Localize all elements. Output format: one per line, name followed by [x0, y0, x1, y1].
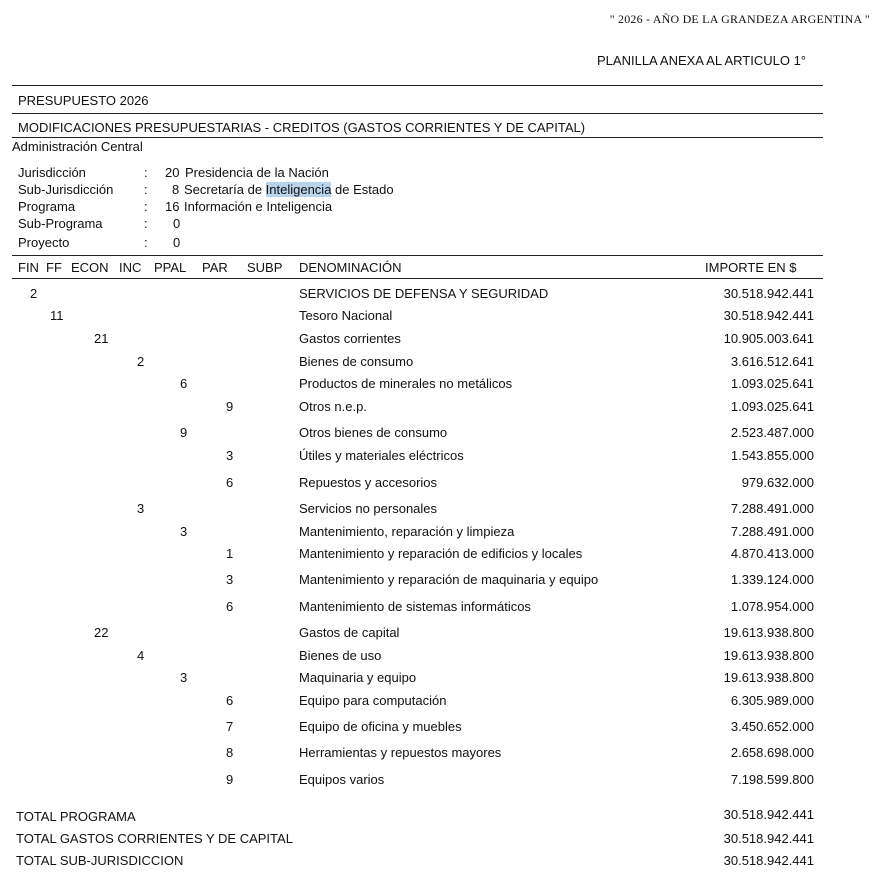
row-code: 22: [94, 625, 109, 640]
row-amount: 2.658.698.000: [730, 745, 814, 760]
info-value: Presidencia de la Nación: [185, 165, 329, 180]
info-code: 20: [165, 165, 180, 180]
divider: [12, 255, 823, 256]
motto-text: " 2026 - AÑO DE LA GRANDEZA ARGENTINA ": [609, 12, 870, 26]
row-code: 3: [226, 448, 234, 463]
row-denomination: Equipos varios: [299, 772, 385, 787]
info-separator: :: [144, 165, 148, 180]
info-separator: :: [144, 199, 148, 214]
row-code: 4: [137, 648, 145, 663]
info-code: 16: [165, 199, 180, 214]
info-code: 0: [173, 235, 181, 250]
row-amount: 19.613.938.800: [723, 625, 814, 640]
highlighted-text: Inteligencia: [265, 182, 332, 197]
row-denomination: SERVICIOS DE DEFENSA Y SEGURIDAD: [299, 286, 549, 301]
column-header-inc: INC: [119, 260, 142, 275]
column-header-subp: SUBP: [247, 260, 283, 275]
row-amount: 979.632.000: [741, 475, 814, 490]
column-header-importe: IMPORTE EN $: [705, 260, 797, 275]
info-code: 8: [172, 182, 180, 197]
row-amount: 7.198.599.800: [730, 772, 814, 787]
row-code: 8: [226, 745, 234, 760]
row-amount: 1.339.124.000: [730, 572, 814, 587]
row-code: 6: [226, 475, 234, 490]
info-label: Sub-Jurisdicción: [18, 182, 114, 197]
row-amount: 1.093.025.641: [730, 399, 814, 414]
row-code: 9: [180, 425, 188, 440]
row-denomination: Otros n.e.p.: [299, 399, 367, 414]
row-denomination: Útiles y materiales eléctricos: [299, 448, 464, 463]
divider: [12, 85, 823, 86]
row-denomination: Servicios no personales: [299, 501, 438, 516]
info-separator: :: [144, 182, 148, 197]
row-amount: 4.870.413.000: [730, 546, 814, 561]
info-value: Información e Inteligencia: [184, 199, 333, 214]
row-denomination: Bienes de consumo: [299, 354, 414, 369]
row-denomination: Tesoro Nacional: [299, 308, 393, 323]
row-code: 3: [180, 524, 188, 539]
total-label: TOTAL SUB-JURISDICCION: [16, 853, 184, 868]
row-denomination: Mantenimiento y reparación de maquinaria y equipo: [299, 572, 599, 587]
total-label: TOTAL PROGRAMA: [16, 809, 136, 824]
divider: [12, 113, 823, 114]
row-amount: 7.288.491.000: [730, 501, 814, 516]
row-denomination: Mantenimiento y reparación de edificios y locales: [299, 546, 583, 561]
info-separator: :: [144, 216, 148, 231]
row-amount: 1.543.855.000: [730, 448, 814, 463]
row-denomination: Equipo para computación: [299, 693, 447, 708]
row-code: 7: [226, 719, 234, 734]
info-label: Jurisdicción: [18, 165, 86, 180]
row-code: 9: [226, 399, 234, 414]
row-denomination: Gastos de capital: [299, 625, 400, 640]
row-code: 2: [137, 354, 145, 369]
column-header-econ: ECON: [71, 260, 109, 275]
row-denomination: Gastos corrientes: [299, 331, 401, 346]
divider: [12, 137, 823, 138]
info-label: Sub-Programa: [18, 216, 103, 231]
row-denomination: Herramientas y repuestos mayores: [299, 745, 502, 760]
total-amount: 30.518.942.441: [723, 831, 814, 846]
row-amount: 30.518.942.441: [723, 286, 814, 301]
row-denomination: Mantenimiento de sistemas informáticos: [299, 599, 531, 614]
row-denomination: Maquinaria y equipo: [299, 670, 417, 685]
row-code: 21: [94, 331, 109, 346]
column-header-ppal: PPAL: [154, 260, 187, 275]
row-denomination: Equipo de oficina y muebles: [299, 719, 462, 734]
info-value-part: Secretaría de: [184, 182, 266, 197]
modifications-title: MODIFICACIONES PRESUPUESTARIAS - CREDITOS (GASTOS CORRIENTES Y DE CAPITAL): [18, 120, 586, 135]
info-separator: :: [144, 235, 148, 250]
row-amount: 3.450.652.000: [730, 719, 814, 734]
row-denomination: Bienes de uso: [299, 648, 382, 663]
info-value-part: de Estado: [331, 182, 394, 197]
column-header-denominacion: DENOMINACIÓN: [299, 260, 402, 275]
total-amount: 30.518.942.441: [723, 807, 814, 822]
row-amount: 19.613.938.800: [723, 670, 814, 685]
row-amount: 2.523.487.000: [730, 425, 814, 440]
row-amount: 6.305.989.000: [730, 693, 814, 708]
row-denomination: Otros bienes de consumo: [299, 425, 448, 440]
column-header-ff: FF: [46, 260, 62, 275]
row-denomination: Mantenimiento, reparación y limpieza: [299, 524, 515, 539]
annex-title: PLANILLA ANEXA AL ARTICULO 1°: [597, 53, 806, 68]
total-label: TOTAL GASTOS CORRIENTES Y DE CAPITAL: [16, 831, 293, 846]
row-code: 11: [50, 308, 64, 323]
total-amount: 30.518.942.441: [723, 853, 814, 868]
budget-title: PRESUPUESTO 2026: [18, 93, 149, 108]
row-amount: 1.078.954.000: [730, 599, 814, 614]
info-value: [184, 182, 394, 197]
row-denomination: Productos de minerales no metálicos: [299, 376, 513, 391]
info-label: Programa: [18, 199, 76, 214]
info-label: Proyecto: [18, 235, 70, 250]
row-code: 6: [226, 693, 234, 708]
row-code: 3: [226, 572, 234, 587]
row-amount: 1.093.025.641: [730, 376, 814, 391]
row-denomination: Repuestos y accesorios: [299, 475, 438, 490]
row-amount: 3.616.512.641: [730, 354, 814, 369]
row-code: 3: [180, 670, 188, 685]
info-code: 0: [173, 216, 181, 231]
administration-label: Administración Central: [12, 139, 143, 154]
row-code: 3: [137, 501, 145, 516]
row-code: 6: [180, 376, 188, 391]
divider: [12, 278, 823, 279]
row-code: 9: [226, 772, 234, 787]
row-amount: 10.905.003.641: [723, 331, 814, 346]
row-code: 2: [30, 286, 38, 301]
row-code: 6: [226, 599, 234, 614]
column-header-fin: FIN: [18, 260, 39, 275]
row-amount: 7.288.491.000: [730, 524, 814, 539]
row-amount: 19.613.938.800: [723, 648, 814, 663]
row-code: 1: [226, 546, 234, 561]
column-header-par: PAR: [202, 260, 228, 275]
row-amount: 30.518.942.441: [723, 308, 814, 323]
